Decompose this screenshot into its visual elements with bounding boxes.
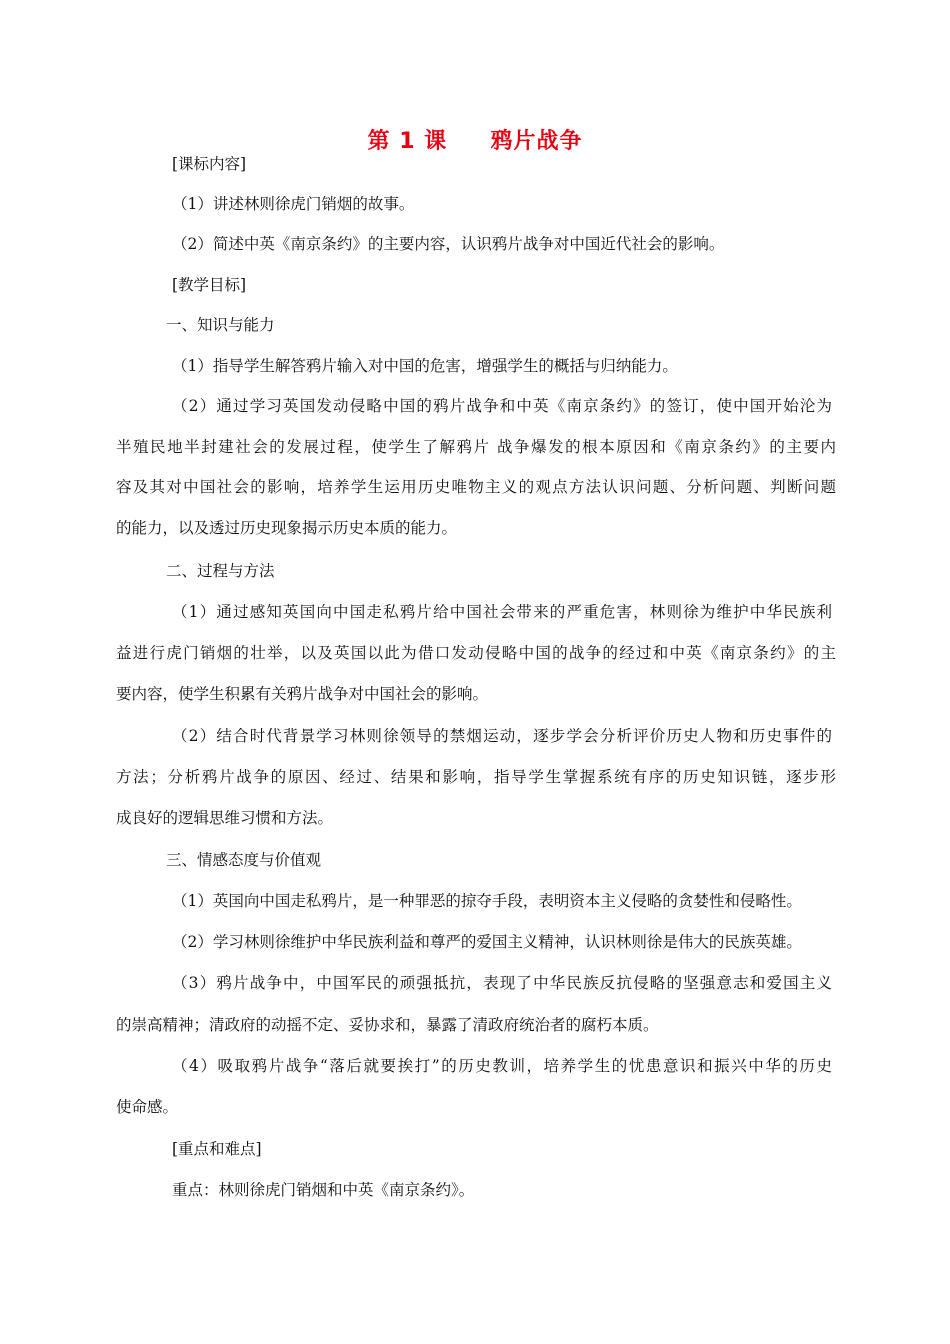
key-point-line: 重点：林则徐虎门销烟和中英《南京条约》。 [172, 1181, 475, 1199]
subheading-knowledge: 一、知识与能力 [166, 316, 275, 334]
paragraph-line: 容及其对中国社会的影响，培养学生运用历史唯物主义的观点方法认识问题、分析问题、判断问题 [116, 478, 836, 496]
paragraph-line: 的崇高精神；清政府的动摇不定、妥协求和，暴露了清政府统治者的腐朽本质。 [116, 1016, 659, 1034]
paragraph-line: （1）通过感知英国向中国走私鸦片给中国社会带来的严重危害，林则徐为维护中华民族利 [172, 603, 832, 621]
paragraph-line: 要内容，使学生积累有关鸦片战争对中国社会的影响。 [116, 685, 489, 703]
paragraph-line: （2）通过学习英国发动侵略中国的鸦片战争和中英《南京条约》的签订，使中国开始沦为 [172, 397, 832, 415]
paragraph-line: （4）吸取鸦片战争“落后就要挨打”的历史教训，培养学生的忧患意识和振兴中华的历史 [172, 1057, 832, 1075]
section-heading-curriculum: [课标内容] [172, 155, 247, 173]
paragraph-line: 半殖民地半封建社会的发展过程，使学生了解鸦片 战争爆发的根本原因和《南京条约》的主要内 [116, 438, 836, 456]
paragraph-line: （2）结合时代背景学习林则徐领导的禁烟运动，逐步学会分析评价历史人物和历史事件的 [172, 727, 832, 745]
subheading-attitudes: 三、情感态度与价值观 [166, 851, 322, 869]
paragraph-line: 成良好的逻辑思维习惯和方法。 [116, 809, 334, 827]
paragraph-line: 使命感。 [116, 1098, 179, 1116]
paragraph-line: 方法；分析鸦片战争的原因、经过、结果和影响，指导学生掌握系统有序的历史知识链，逐步形 [116, 768, 836, 786]
paragraph-line: （1）英国向中国走私鸦片，是一种罪恶的掠夺手段，表明资本主义侵略的贪婪性和侵略性。 [172, 892, 802, 910]
subheading-process: 二、过程与方法 [166, 562, 275, 580]
section-heading-key-points: [重点和难点] [172, 1140, 262, 1158]
curriculum-item-1: （1）讲述林则徐虎门销烟的故事。 [172, 195, 415, 213]
paragraph-line: （2）学习林则徐维护中华民族利益和尊严的爱国主义精神，认识林则徐是伟大的民族英雄。 [172, 933, 802, 951]
paragraph-line: 的能力，以及透过历史现象揭示历史本质的能力。 [116, 519, 458, 537]
lesson-title: 第 1 课 鸦片战争 [367, 129, 583, 154]
curriculum-item-2: （2）简述中英《南京条约》的主要内容，认识鸦片战争对中国近代社会的影响。 [172, 235, 725, 253]
paragraph-line: 益进行虎门销烟的壮举，以及英国以此为借口发动侵略中国的战争的经过和中英《南京条约》的主 [116, 644, 836, 662]
section-heading-objectives: [教学目标] [172, 276, 247, 294]
paragraph-line: （3）鸦片战争中，中国军民的顽强抵抗，表现了中华民族反抗侵略的坚强意志和爱国主义 [172, 974, 832, 992]
paragraph-line: （1）指导学生解答鸦片输入对中国的危害，增强学生的概括与归纳能力。 [172, 357, 678, 375]
